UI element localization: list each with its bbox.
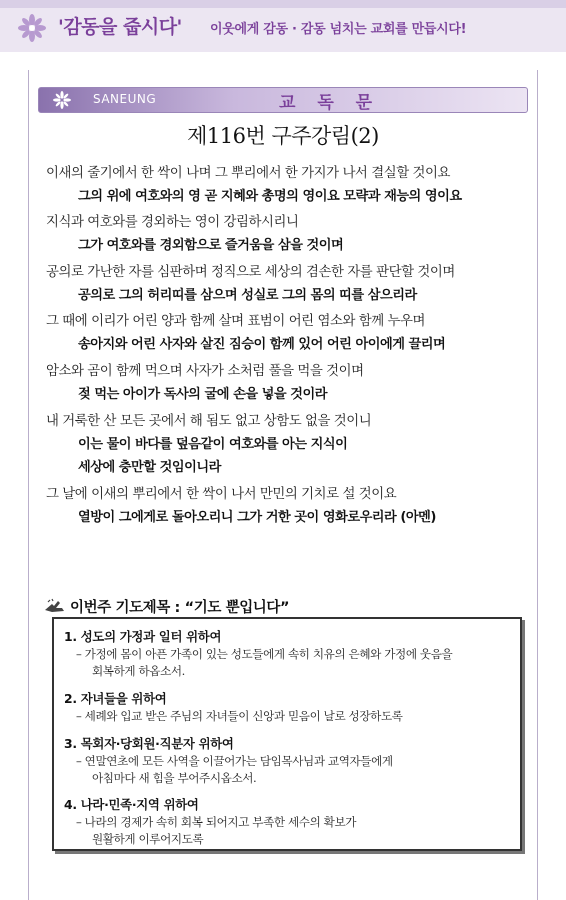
people-line: 이는 물이 바다를 덮음같이 여호와를 아는 지식이 (78, 437, 348, 452)
prayer-item-desc: – 연말연초에 모든 사역을 이끌어가는 담임목사님과 교역자들에게 (76, 754, 393, 768)
leader-line: 암소와 곰이 함께 먹으며 사자가 소처럼 풀을 먹을 것이며 (46, 364, 364, 379)
prayer-item-title: 4. 나라·민족·지역 위하여 (64, 797, 199, 812)
prayer-box (52, 617, 522, 851)
people-line: 젖 먹는 아이가 독사의 굴에 손을 넣을 것이라 (78, 387, 327, 402)
prayer-item-desc: 원활하게 이루어지도록 (92, 832, 204, 846)
section-header-bar (38, 87, 528, 113)
people-line: 공의로 그의 허리띠를 삼으며 성실로 그의 몸의 띠를 삼으리라 (78, 288, 417, 303)
people-line: 세상에 충만할 것임이니라 (78, 460, 221, 475)
prayer-heading (44, 596, 289, 617)
banner-subtitle: 이웃에게 감동 · 감동 넘치는 교회를 만듭시다! (210, 22, 467, 37)
prayer-item-title: 2. 자녀들을 위하여 (64, 691, 167, 706)
people-line: 열방이 그에게로 돌아오리니 그가 거한 곳이 영화로우리라 (아멘) (78, 510, 436, 525)
top-banner (0, 0, 566, 52)
leader-line: 공의로 가난한 자를 심판하며 정직으로 세상의 겸손한 자를 판단할 것이며 (46, 265, 455, 280)
prayer-item-desc: – 가정에 몸이 아픈 가족이 있는 성도들에게 속히 치유의 은혜와 가정에 웃음을 (76, 647, 453, 661)
section-title: 교 독 문 (279, 93, 381, 113)
praying-hands-icon (44, 598, 66, 614)
prayer-item-title: 3. 목회자·당회원·직분자 위하여 (64, 736, 234, 751)
leader-line: 지식과 여호와를 경외하는 영이 강림하시리니 (46, 215, 299, 230)
banner-shade (0, 0, 566, 8)
people-line: 그가 여호와를 경외함으로 즐거움을 삼을 것이며 (78, 238, 344, 253)
flower-icon (53, 91, 71, 109)
banner-title: '감동을 줍시다' (58, 16, 182, 38)
prayer-item-title: 1. 성도의 가정과 일터 위하여 (64, 629, 222, 644)
people-line: 그의 위에 여호와의 영 곧 지혜와 총명의 영이요 모략과 재능의 영이요 (78, 189, 462, 204)
brand-label: SANEUNG (93, 92, 157, 106)
people-line: 송아지와 어린 사자와 살진 짐승이 함께 있어 어린 아이에게 끌리며 (78, 337, 446, 352)
leader-line: 그 때에 이리가 어린 양과 함께 살며 표범이 어린 염소와 함께 누우며 (46, 314, 425, 329)
page-frame-right (537, 70, 538, 900)
prayer-item-desc: 아침마다 새 힘을 부어주시옵소서. (92, 771, 257, 785)
reading-title: 제116번 구주강림(2) (187, 124, 379, 148)
leader-line: 이새의 줄기에서 한 싹이 나며 그 뿌리에서 한 가지가 나서 결실할 것이요 (46, 166, 450, 181)
prayer-item-desc: – 세례와 입교 받은 주님의 자녀들이 신앙과 믿음이 날로 성장하도록 (76, 709, 403, 723)
prayer-item-desc: – 나라의 경제가 속히 회복 되어지고 부족한 세수의 확보가 (76, 815, 357, 829)
page-frame-left (28, 70, 29, 900)
prayer-heading-text: 이번주 기도제목 : “기도 뿐입니다” (70, 600, 290, 616)
leader-line: 그 날에 이새의 뿌리에서 한 싹이 나서 만민의 기치로 설 것이요 (46, 487, 397, 502)
leader-line: 내 거룩한 산 모든 곳에서 해 됨도 없고 상함도 없을 것이니 (46, 414, 372, 429)
flower-icon (18, 14, 46, 42)
prayer-item-desc: 회복하게 하옵소서. (92, 664, 185, 678)
